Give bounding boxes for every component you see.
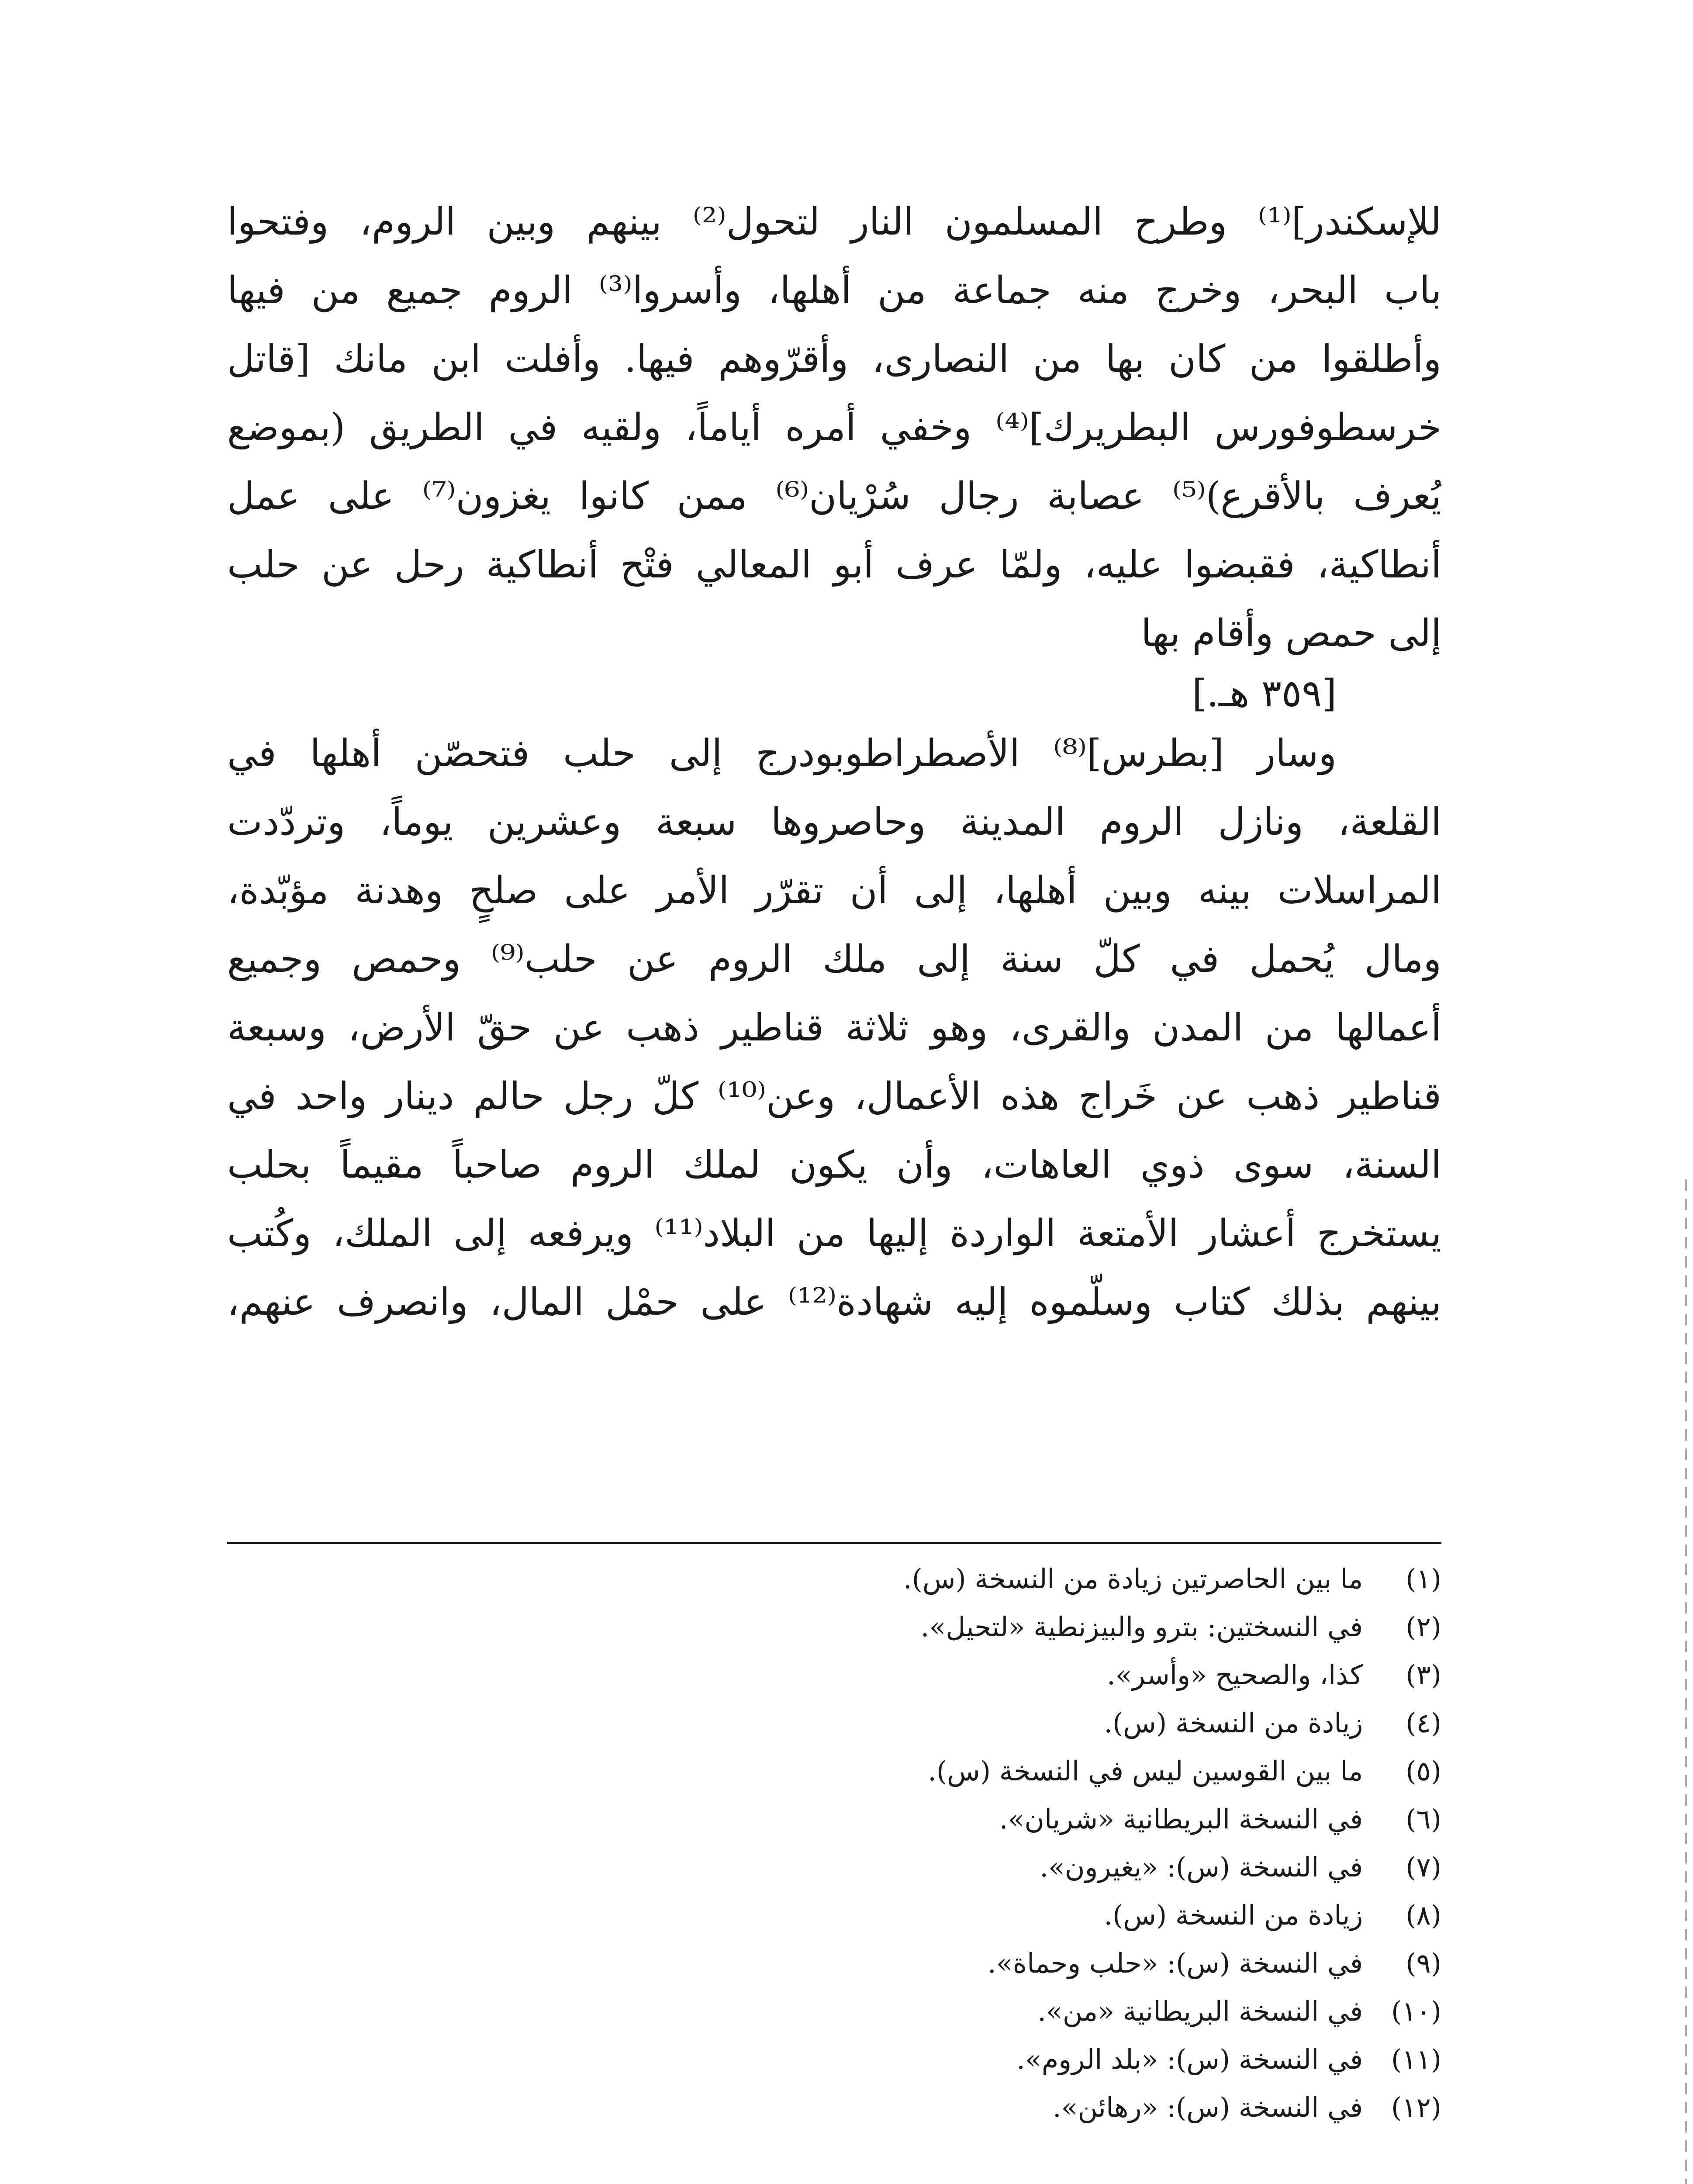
footnote-number: (١) [1406,1563,1441,1595]
footnote-separator [227,1542,1441,1544]
footnote [227,1843,1441,1891]
footnote-number: (١١) [1391,2043,1441,2075]
footnote-text: كذا، والصحيح «وأسر». [1107,1659,1363,1691]
main-text [227,188,1441,1337]
text-line: أنطاكية، فقبضوا عليه، ولمّا عرف أبو المعالي فتْح أنطاكية رحل عن حلب [227,543,1441,587]
text-line: قناطير ذهب عن خَراج هذه الأعمال، وعن⁽¹⁰⁾ كلّ رجل حالم دينار واحد في [227,1075,1441,1118]
footnote-text: ما بين القوسين ليس في النسخة (س). [928,1755,1363,1787]
footnote-number: (٧) [1406,1851,1441,1883]
text-line: يستخرج أعشار الأمتعة الواردة إليها من البلاد⁽¹¹⁾ ويرفعه إلى الملك، وكُتب [227,1212,1441,1255]
paragraph-1 [227,188,1441,668]
footnote [227,1603,1441,1651]
text-line: إلى حمص وأقام بها [1141,612,1441,655]
page-edge-mark [1685,1179,1687,2184]
footnote [227,1987,1441,2035]
footnote-number: (٦) [1406,1803,1441,1835]
footnote-text: ما بين الحاصرتين زيادة من النسخة (س). [903,1563,1363,1595]
footnote-text: زيادة من النسخة (س). [1104,1899,1363,1931]
text-line: أعمالها من المدن والقرى، وهو ثلاثة قناطير ذهب عن حقّ الأرض، وسبعة [227,1006,1441,1050]
text-line: بينهم بذلك كتاب وسلّموه إليه شهادة⁽¹²⁾ على حمْل المال، وانصرف عنهم، [227,1280,1441,1324]
footnote [227,1555,1441,1603]
text-line: خرسطوفورس البطريرك]⁽⁴⁾ وخفي أمره أياماً، ولقيه في الطريق (بموضع [227,406,1441,449]
text-line: للإسكندر]⁽¹⁾ وطرح المسلمون النار لتحول⁽²⁾ بينهم وبين الروم، وفتحوا [227,200,1441,244]
footnote [227,1891,1441,1939]
footnote-number: (٥) [1406,1755,1441,1787]
footnote-number: (١٢) [1391,2091,1441,2123]
text-line: وسار [بطرس]⁽⁸⁾ الأصطراطوبودرج إلى حلب فتحصّن أهلها في [227,732,1337,775]
footnote-text: في النسخة (س): «حلب وحماة». [988,1947,1363,1979]
year-marker: [٣٥٩ هـ.] [1192,672,1337,715]
footnote-text: زيادة من النسخة (س). [1104,1707,1363,1739]
text-line: يُعرف بالأقرع)⁽⁵⁾ عصابة رجال سُرْيان⁽⁶⁾ ممن كانوا يغزون⁽⁷⁾ على عمل [227,474,1441,518]
footnote [227,1747,1441,1795]
footnote-text: في النسخة (س): «بلد الروم». [1016,2043,1363,2075]
footnote-number: (١٠) [1391,1995,1441,2027]
footnote-number: (٣) [1406,1659,1441,1691]
text-line: السنة، سوى ذوي العاهات، وأن يكون لملك الروم صاحباً مقيماً بحلب [227,1143,1441,1187]
footnote [227,2084,1441,2132]
footnote [227,1795,1441,1843]
footnote-text: في النسخة (س): «رهائن». [1052,2091,1363,2123]
text-line: ومال يُحمل في كلّ سنة إلى ملك الروم عن حلب⁽⁹⁾ وحمص وجميع [227,937,1441,981]
footnote-number: (٩) [1406,1947,1441,1979]
footnote-number: (٨) [1406,1899,1441,1931]
text-line: القلعة، ونازل الروم المدينة وحاصروها سبعة وعشرين يوماً، وتردّدت [227,800,1441,844]
text-line: المراسلات بينه وبين أهلها، إلى أن تقرّر الأمر على صلحٍ وهدنة مؤبّدة، [227,869,1441,912]
paragraph-2 [227,719,1441,1337]
footnote-number: (٢) [1406,1611,1441,1643]
footnote-text: في النسخة البريطانية «من». [1037,1995,1363,2027]
text-line: وأطلقوا من كان بها من النصارى، وأقرّوهم فيها. وأفلت ابن مانك [قاتل [227,337,1441,381]
footnote [227,2035,1441,2084]
footnote [227,1939,1441,1987]
footnote-text: في النسخة (س): «يغيرون». [1040,1851,1363,1883]
footnote [227,1651,1441,1699]
footnote-text: في النسختين: بترو والبيزنطية «لتحيل». [920,1611,1363,1643]
footnote [227,1699,1441,1747]
footnote-text: في النسخة البريطانية «شريان». [999,1803,1363,1835]
footnotes [227,1555,1441,2132]
footnote-number: (٤) [1406,1707,1441,1739]
text-line: باب البحر، وخرج منه جماعة من أهلها، وأسروا⁽³⁾ الروم جميع من فيها [227,269,1441,312]
